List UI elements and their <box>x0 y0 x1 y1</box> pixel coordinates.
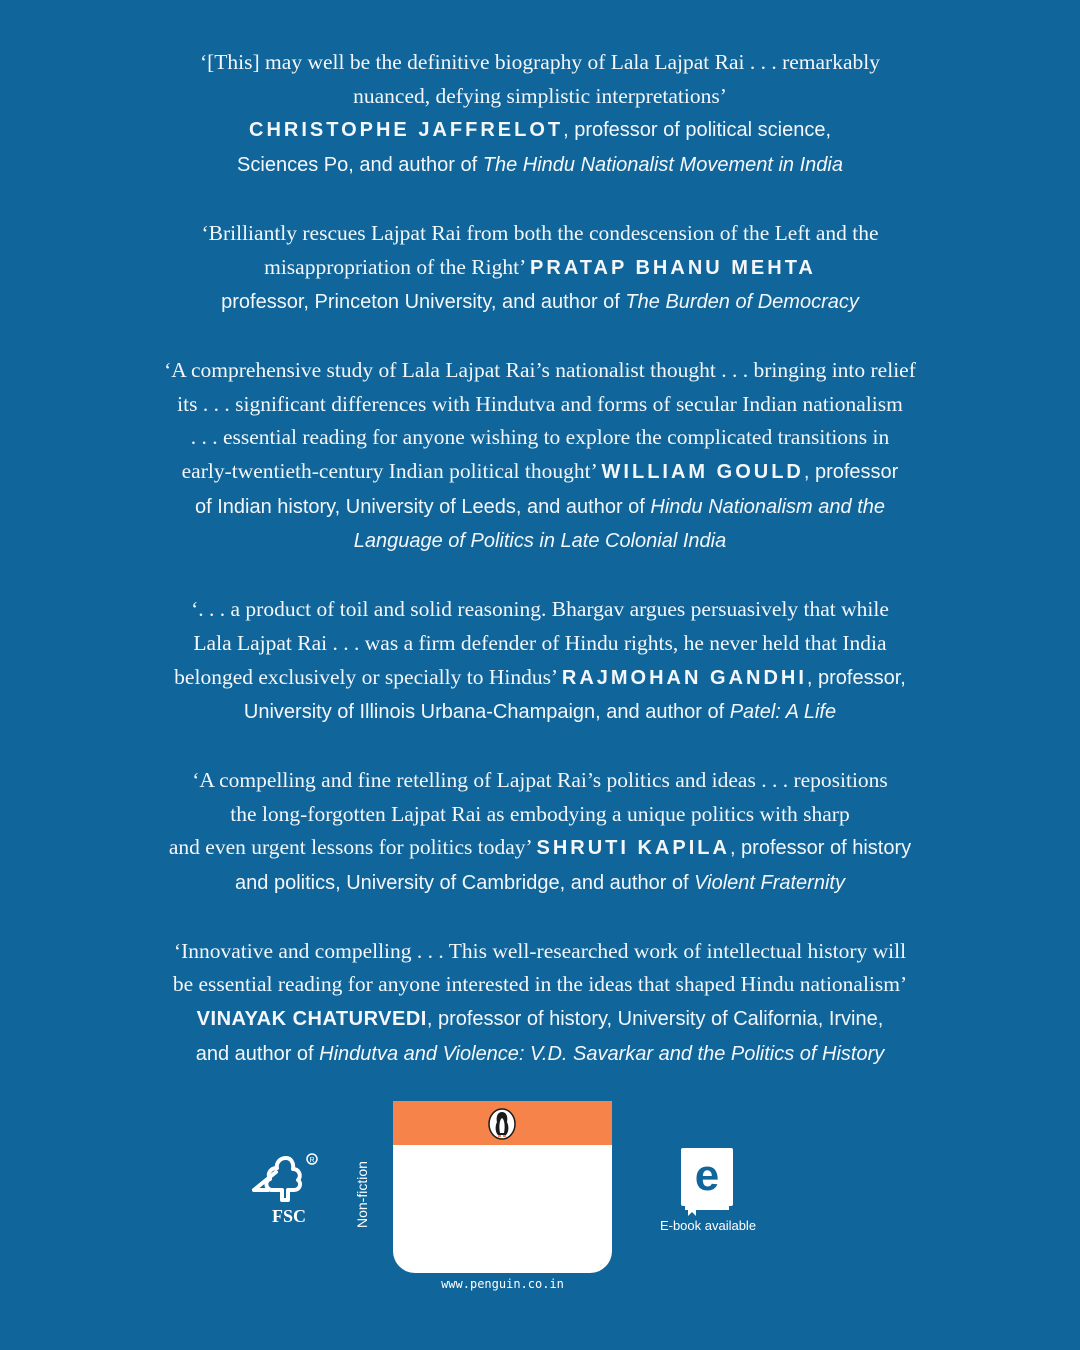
quote-text: be essential reading for anyone interested in the ideas that shaped Hindu nationalism’ <box>172 972 908 997</box>
quote-text: ‘Innovative and compelling . . . This well-researched work of intellectual history will <box>173 938 907 963</box>
quote-line <box>60 968 1020 1002</box>
quote-line <box>60 490 1020 525</box>
quote-line <box>60 1002 1020 1037</box>
fsc-label: FSC <box>271 1206 306 1226</box>
quote-line <box>60 1037 1020 1072</box>
quote-text: ‘. . . a product of toil and solid reasoning. Bhargav argues persuasively that while <box>191 597 889 622</box>
quote-line <box>60 113 1020 148</box>
quote-line <box>60 251 1020 286</box>
endorser-name: PRATAP BHANU MEHTA <box>530 256 816 279</box>
quote-line <box>60 764 1020 798</box>
quote-line <box>60 831 1020 866</box>
quote-text: , professor of history, University of California, Irvine, <box>426 1008 884 1031</box>
quote-text: ‘[This] may well be the definitive biography of Lala Lajpat Rai . . . remarkably <box>199 50 880 74</box>
quote-text: , professor of history <box>729 837 912 860</box>
quote-text: Sciences Po, and author of <box>237 154 483 177</box>
ebook-letter: e <box>694 1151 720 1200</box>
quote-text: of Indian history, University of Leeds, and author of <box>194 495 651 518</box>
quote-line <box>60 46 1020 80</box>
quote-text: , professor, <box>806 666 906 689</box>
category-label: Non-fiction <box>354 1161 370 1228</box>
ebook-icon <box>652 1146 764 1216</box>
book-title: Patel: A Life <box>729 701 837 724</box>
book-title: Language of Politics in Late Colonial India <box>353 530 727 553</box>
endorser-name: RAJMOHAN GANDHI <box>561 666 807 689</box>
svg-text:R: R <box>309 1157 315 1164</box>
endorser-name: VINAYAK CHATURVEDI <box>196 1008 427 1031</box>
quote-text: ‘A comprehensive study of Lala Lajpat Rai’s nationalist thought . . . bringing into relief <box>164 357 916 382</box>
quote-text: , professor <box>803 461 899 484</box>
quote-text: misappropriation of the Right’ <box>264 254 531 279</box>
quote-line <box>60 798 1020 832</box>
ebook-label: E-book available <box>659 1218 757 1233</box>
quote-line <box>60 524 1020 559</box>
quote-line <box>60 388 1020 422</box>
book-title: The Burden of Democracy <box>625 291 859 314</box>
ebook-badge <box>652 1146 764 1236</box>
quote-text: belonged exclusively or specially to Hindus’ <box>174 664 562 689</box>
penguin-band <box>393 1101 612 1145</box>
quote-line <box>60 627 1020 661</box>
quote-line <box>60 695 1020 730</box>
quote-text: University of Illinois Urbana-Champaign, and author of <box>243 701 730 724</box>
endorsement-quote <box>60 593 1020 730</box>
endorsement-quotes <box>60 46 1020 1106</box>
quote-text: the long-forgotten Lajpat Rai as embodying a unique politics with sharp <box>230 801 850 826</box>
quote-text: its . . . significant differences with Hindutva and forms of secular Indian nationalism <box>177 391 903 416</box>
quote-text: and politics, University of Cambridge, and author of <box>235 872 695 895</box>
quote-text: and author of <box>195 1042 320 1065</box>
quote-text: , professor of political science, <box>563 119 831 142</box>
quote-line <box>60 661 1020 696</box>
quote-text: ‘Brilliantly rescues Lajpat Rai from both the condescension of the Left and the <box>201 220 879 245</box>
book-title: Hindu Nationalism and the <box>650 495 886 518</box>
quote-line <box>60 354 1020 388</box>
penguin-logo-icon <box>488 1108 516 1140</box>
publisher-url[interactable]: www.penguin.co.in <box>441 1277 564 1291</box>
book-title: Hindutva and Violence: V.D. Savarkar and the Politics of History <box>319 1042 885 1065</box>
endorser-name: SHRUTI KAPILA <box>536 837 730 860</box>
quote-line <box>60 148 1020 183</box>
barcode-box <box>393 1101 612 1273</box>
quote-line <box>60 935 1020 969</box>
book-title: The Hindu Nationalist Movement in India <box>482 154 843 177</box>
quote-line <box>60 285 1020 320</box>
quote-text: . . . essential reading for anyone wishing to explore the complicated transitions in <box>190 425 890 450</box>
endorsement-quote <box>60 354 1020 559</box>
fsc-logo <box>246 1150 332 1230</box>
book-title: Violent Fraternity <box>694 872 845 895</box>
endorser-name: WILLIAM GOULD <box>601 461 804 484</box>
quote-text: professor, Princeton University, and author of <box>221 291 626 314</box>
endorsement-quote <box>60 46 1020 183</box>
quote-line <box>60 455 1020 490</box>
quote-line <box>60 80 1020 114</box>
quote-line <box>60 866 1020 901</box>
endorsement-quote <box>60 764 1020 901</box>
quote-text: early-twentieth-century Indian political thought’ <box>181 459 602 484</box>
quote-line <box>60 421 1020 455</box>
quote-text: nuanced, defying simplistic interpretations’ <box>353 83 727 108</box>
quote-line <box>60 217 1020 251</box>
quote-line <box>60 593 1020 627</box>
endorsement-quote <box>60 935 1020 1072</box>
quote-text: ‘A compelling and fine retelling of Lajpat Rai’s politics and ideas . . . repositions <box>192 767 888 792</box>
endorsement-quote <box>60 217 1020 320</box>
quote-text: Lala Lajpat Rai . . . was a firm defender of Hindu rights, he never held that India <box>193 630 887 655</box>
fsc-tree-icon <box>246 1150 332 1210</box>
endorser-name: CHRISTOPHE JAFFRELOT <box>249 119 564 142</box>
quote-text: and even urgent lessons for politics today’ <box>168 835 537 860</box>
